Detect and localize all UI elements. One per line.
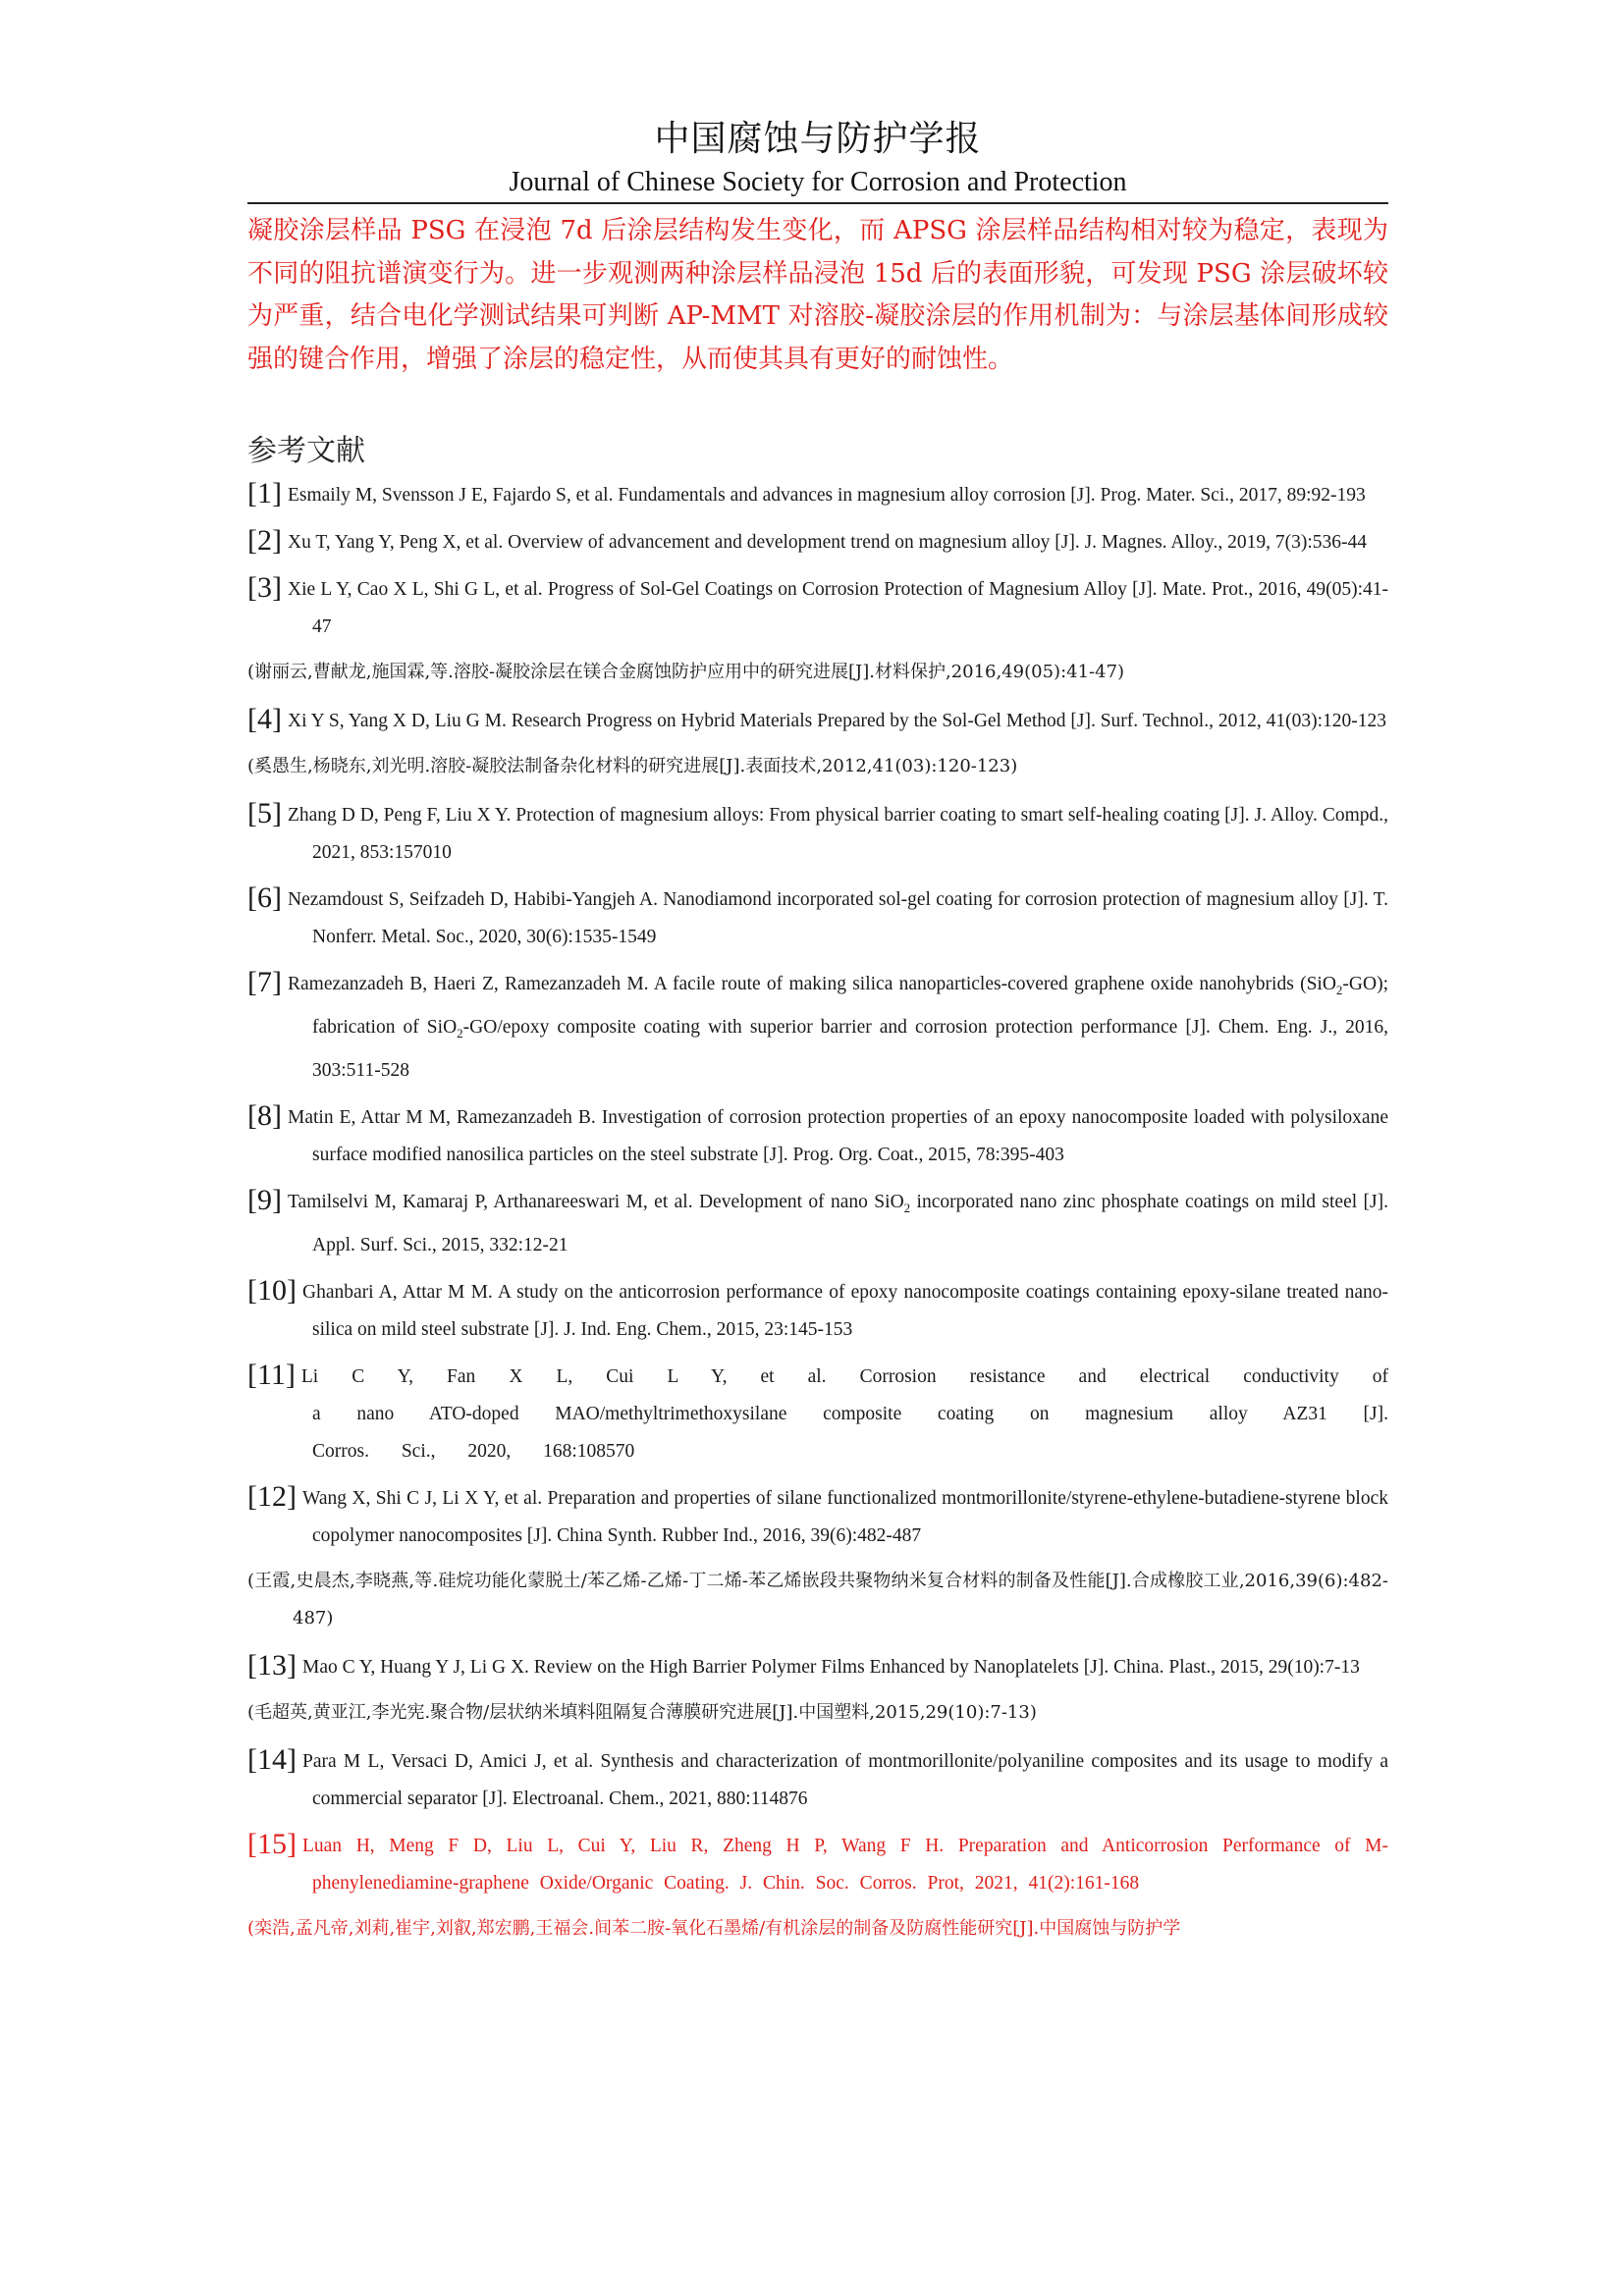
reference-text: Xie L Y, Cao X L, Shi G L, et al. Progress of Sol-Gel Coatings on Corrosion Protection of Magnesium Alloy [J]. Mate. Prot., 2016, 49(05):41-47 [287, 579, 1388, 637]
journal-title-cn: 中国腐蚀与防护学报 [654, 119, 982, 159]
reference-number: [12] [247, 1479, 297, 1513]
reference-item [247, 1274, 1388, 1349]
reference-text-part: -GO/epoxy composite coating with superior barrier and corrosion protection performance [J]. Chem. Eng. J., 2016, 303:511-528 [312, 1016, 1388, 1081]
reference-text: Para M L, Versaci D, Amici J, et al. Synthesis and characterization of montmorillonite/polyaniline composites and its usage to modify a commercial separator [J]. Electroanal. Chem., 2021, 880:114876 [301, 1750, 1388, 1809]
reference-item [247, 881, 1388, 956]
reference-item [247, 797, 1388, 872]
reference-number: [1] [247, 477, 282, 509]
reference-number: [8] [247, 1098, 282, 1132]
reference-item [247, 571, 1388, 646]
reference-text-part: Ramezanzadeh B, Haeri Z, Ramezanzadeh M. A facile route of making silica nanoparticles-covered graphene oxide nanohybrids (SiO [287, 974, 1336, 994]
reference-text: Li C Y, Fan X L, Cui L Y, et al. Corrosion resistance and electrical conductivity of a nano ATO-doped MAO/methyltrimethoxysilane composite coating on magnesium alloy AZ31 [J]. Corros. Sci., 2020, 168:108570 [300, 1365, 1388, 1462]
reference-translation: (奚愚生,杨晓东,刘光明.溶胶-凝胶法制备杂化材料的研究进展[J].表面技术,2012,41(03):120-123) [247, 756, 1018, 776]
reference-item [247, 1649, 1388, 1686]
reference-number: [6] [247, 881, 282, 914]
reference-item [247, 966, 1388, 1090]
reference-text: Wang X, Shi C J, Li X Y, et al. Preparation and properties of silane functionalized montmorillonite/styrene-ethylene-butadiene-styrene block copolymer nanocomposites [J]. China Synth. Rubber Ind., 2016, 39(6):482-487 [301, 1487, 1388, 1546]
reference-text-part: -GO); fabrication of SiO [312, 974, 1388, 1038]
reference-number: [9] [247, 1183, 282, 1216]
reference-item [247, 477, 1388, 514]
reference-text-part: Tamilselvi M, Kamaraj P, Arthanareeswari M, et al. Development of nano SiO [287, 1191, 904, 1212]
reference-number: [2] [247, 524, 282, 557]
reference-translation: (毛超英,黄亚江,李光宪.聚合物/层状纳米填料阻隔复合薄膜研究进展[J].中国塑料,2015,29(10):7-13) [247, 1701, 1037, 1723]
subscript: 2 [457, 1025, 463, 1041]
reference-item [247, 1359, 1388, 1470]
reference-text: Xi Y S, Yang X D, Liu G M. Research Progress on Hybrid Materials Prepared by the Sol-Gel Method [J]. Surf. Technol., 2012, 41(03):120-123 [287, 711, 1386, 731]
reference-translation: (栾浩,孟凡帝,刘莉,崔宇,刘叡,郑宏鹏,王福会.间苯二胺-氧化石墨烯/有机涂层的制备及防腐性能研究[J].中国腐蚀与防护学 [247, 1917, 1181, 1939]
reference-text-part: incorporated nano zinc phosphate coatings on mild steel [J]. Appl. Surf. Sci., 2015, 332:12-21 [312, 1191, 1388, 1255]
reference-item [247, 524, 1388, 561]
reference-text: Mao C Y, Huang Y J, Li G X. Review on the High Barrier Polymer Films Enhanced by Nanoplatelets [J]. China. Plast., 2015, 29(10):7-13 [301, 1656, 1360, 1678]
references-list [247, 477, 1388, 1959]
reference-text: Xu T, Yang Y, Peng X, et al. Overview of advancement and development trend on magnesium alloy [J]. J. Magnes. Alloy., 2019, 7(3):536-44 [287, 532, 1368, 553]
subscript: 2 [903, 1200, 911, 1215]
reference-text: Esmaily M, Svensson J E, Fajardo S, et al. Fundamentals and advances in magnesium alloy corrosion [J]. Prog. Mater. Sci., 2017, 89:92-193 [287, 485, 1366, 506]
reference-item-highlighted [247, 1828, 1388, 1902]
journal-header [247, 116, 1388, 200]
reference-text: Luan H, Meng F D, Liu L, Cui Y, Liu R, Zheng H P, Wang F H. Preparation and Anticorrosion Performance of M-phenylenediamine-graphene Oxide/Organic Coating. J. Chin. Soc. Corros. Prot, 2021, 41(2):161-168 [301, 1835, 1388, 1894]
reference-number: [15] [247, 1827, 297, 1860]
subscript: 2 [1335, 982, 1343, 997]
reference-item [247, 1184, 1388, 1264]
references-heading: 参考文献 [247, 434, 365, 468]
header-divider [247, 202, 1388, 204]
reference-item [247, 1099, 1388, 1174]
reference-number: [3] [247, 571, 282, 604]
reference-number: [10] [247, 1273, 297, 1307]
conclusion-paragraph: 凝胶涂层样品 PSG 在浸泡 7d 后涂层结构发生变化，而 APSG 涂层样品结构相对较为稳定，表现为不同的阻抗谱演变行为。进一步观测两种涂层样品浸泡 15d 后的表面形貌，可发现 PSG 涂层破坏较为严重，结合电化学测试结果可判断 AP-MMT 对溶胶-凝胶涂层的作用机制为：与涂层基体间形成较强的键合作用，增强了涂层的稳定性，从而使其具有更好的耐蚀性。 [247, 216, 1388, 374]
reference-text: Zhang D D, Peng F, Liu X Y. Protection of magnesium alloys: From physical barrier coating to smart self-healing coating [J]. J. Alloy. Compd., 2021, 853:157010 [287, 805, 1388, 863]
reference-item [247, 703, 1388, 740]
reference-number: [13] [247, 1648, 297, 1682]
reference-translation: (王霞,史晨杰,李晓燕,等.硅烷功能化蒙脱土/苯乙烯-乙烯-丁二烯-苯乙烯嵌段共聚物纳米复合材料的制备及性能[J].合成橡胶工业,2016,39(6):482-487) [247, 1570, 1388, 1629]
reference-number: [4] [247, 703, 282, 735]
reference-number: [7] [247, 966, 282, 998]
reference-number: [14] [247, 1742, 297, 1776]
reference-item [247, 1480, 1388, 1555]
reference-number: [11] [247, 1358, 296, 1391]
reference-item [247, 1743, 1388, 1818]
reference-text: Ghanbari A, Attar M M. A study on the anticorrosion performance of epoxy nanocomposite coatings containing epoxy-silane treated nano-silica on mild steel substrate [J]. J. Ind. Eng. Chem., 2015, 23:145-153 [301, 1281, 1388, 1340]
reference-number: [5] [247, 797, 282, 829]
reference-translation: (谢丽云,曹献龙,施国霖,等.溶胶-凝胶涂层在镁合金腐蚀防护应用中的研究进展[J].材料保护,2016,49(05):41-47) [247, 662, 1125, 682]
reference-text: Nezamdoust S, Seifzadeh D, Habibi-Yangjeh A. Nanodiamond incorporated sol-gel coating for corrosion protection of magnesium alloy [J]. T. Nonferr. Metal. Soc., 2020, 30(6):1535-1549 [287, 889, 1388, 947]
journal-title-en: Journal of Chinese Society for Corrosion and Protection [509, 167, 1127, 197]
reference-text: Matin E, Attar M M, Ramezanzadeh B. Investigation of corrosion protection properties of an epoxy nanocomposite loaded with polysiloxane surface modified nanosilica particles on the steel substrate [J]. Prog. Org. Coat., 2015, 78:395-403 [287, 1106, 1388, 1165]
